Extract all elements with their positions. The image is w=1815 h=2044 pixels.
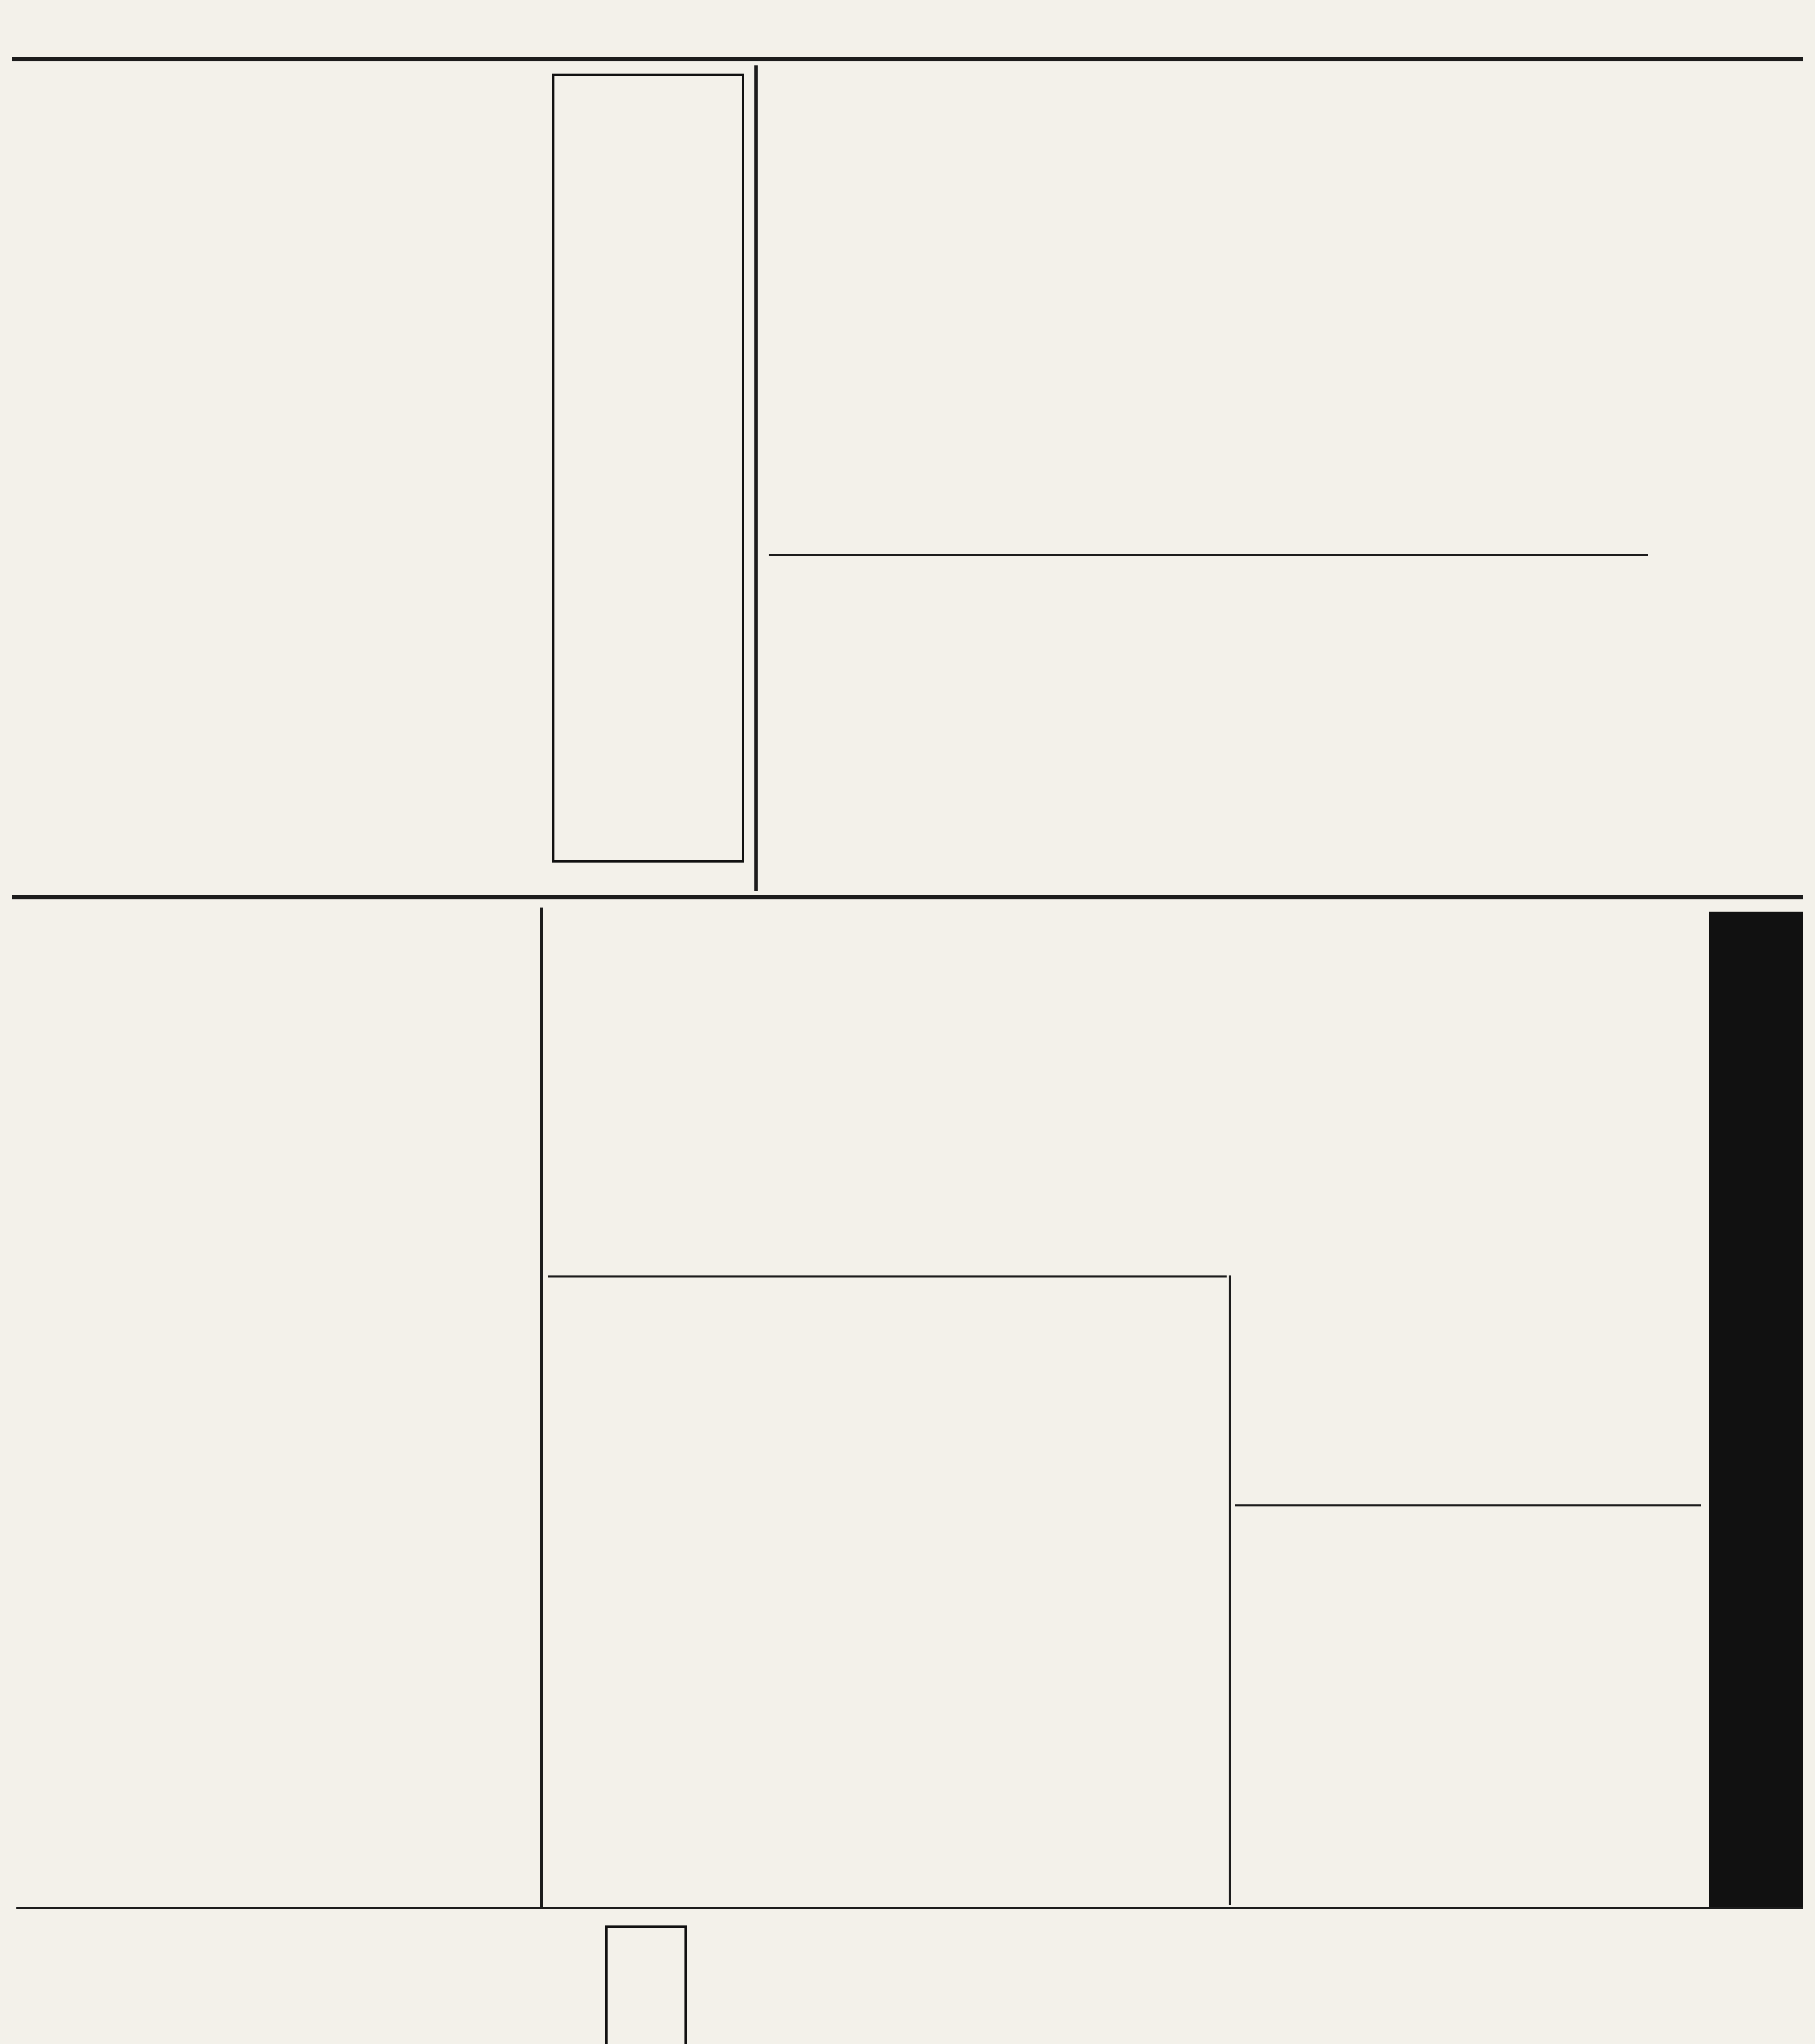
left-middle-divider: [540, 908, 543, 1909]
wuxian-body: [548, 1288, 1055, 1901]
jingji-rule: [16, 1907, 1803, 1909]
shanxi-body-2: [769, 69, 1202, 548]
huabei-body: [16, 69, 536, 879]
wuxian-body-cont: [695, 1921, 1223, 2044]
upper-lower-rule: [12, 895, 1803, 899]
jingji-body: [16, 1921, 548, 2044]
jingji-column-box: [605, 1925, 687, 2044]
shanxi-body-1: [1210, 69, 1648, 548]
jianshe-left-cont: [1235, 1921, 1803, 2044]
bawu-body: [1235, 1513, 1562, 1893]
jianshe-body-cont: [548, 912, 1227, 1271]
huabei-divider: [754, 65, 758, 891]
huabei-title-box: [552, 74, 744, 863]
shanxi-body-3: [769, 564, 1648, 818]
shanxi-col-rule-1: [769, 554, 1648, 556]
masthead: [0, 0, 1815, 59]
left-middle-body: [16, 912, 532, 1901]
wuxian-left-rule: [1229, 1275, 1231, 1905]
jianshe-body: [1235, 912, 1582, 1500]
bawu-rule: [1235, 1504, 1701, 1506]
jianshe-banner-box: [1709, 912, 1803, 1909]
masthead-rule: [12, 57, 1803, 61]
wuxian-top-rule: [548, 1275, 1227, 1278]
